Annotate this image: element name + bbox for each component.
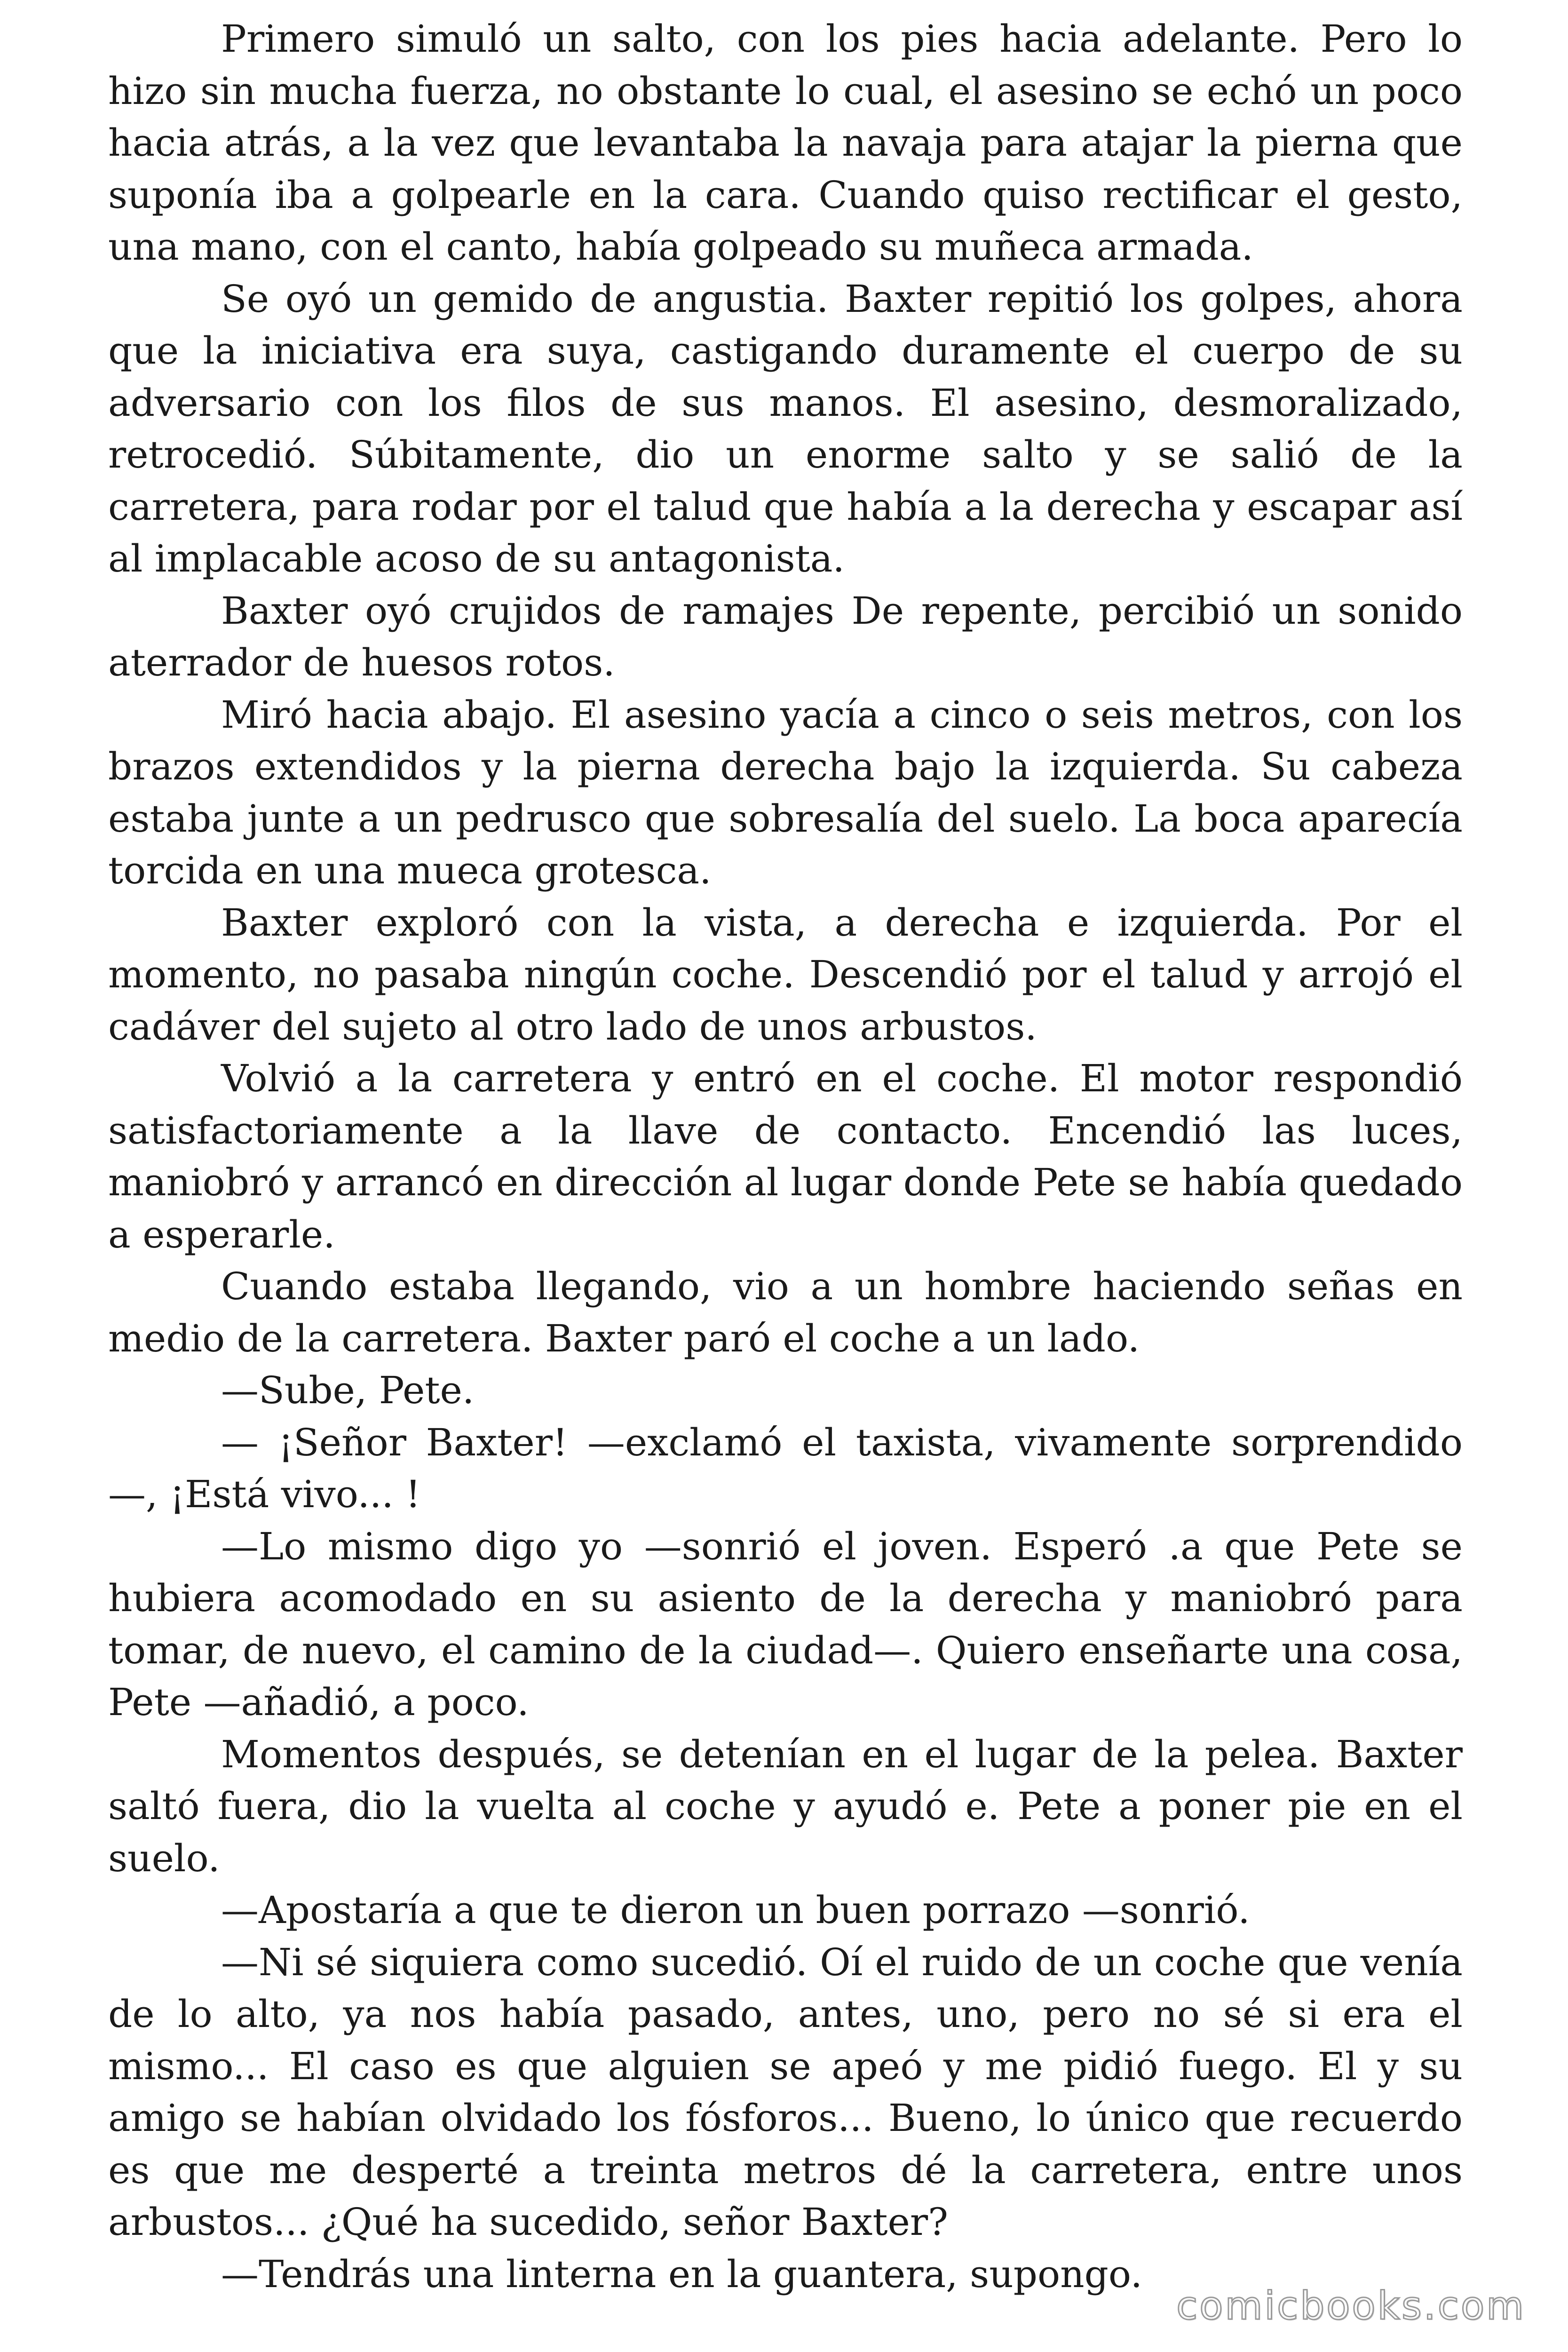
paragraph: —Ni sé siquiera como sucedió. Oí el ruido de un coche que venía de lo alto, ya nos había pasado, antes, uno, pero no sé si era el mismo... El caso es que alguien se apeó y me pidió fuego. El y su amigo se habían olvidado los fósforos... Bueno, lo único que recuerdo es que me desperté a treinta metros dé la carretera, entre unos arbustos... ¿Qué ha sucedido, señor Baxter?	[108, 1940, 1463, 2244]
paragraph: Baxter oyó crujidos de ramajes De repente, percibió un sonido aterrador de huesos rotos.	[108, 588, 1463, 684]
paragraph: Volvió a la carretera y entró en el coche. El motor respondió satisfactoriamente a la llave de contacto. Encendió las luces, maniobró y arrancó en dirección al lugar donde Pete se había quedado a esperarle.	[108, 1057, 1463, 1256]
paragraph: —Apostaría a que te dieron un buen porrazo —sonrió.	[221, 1888, 1250, 1932]
paragraph: Momentos después, se detenían en el lugar de la pelea. Baxter saltó fuera, dio la vuelta al coche y ayudó e. Pete a poner pie en el suelo.	[108, 1732, 1463, 1880]
paragraph: Se oyó un gemido de angustia. Baxter repitió los golpes, ahora que la iniciativa era suya, castigando duramente el cuerpo de su adversario con los filos de sus manos. El asesino, desmoralizado, retrocedió. Súbitamente, dio un enorme salto y se salió de la carretera, para rodar por el talud que había a la derecha y escapar así al implacable acoso de su antagonista.	[108, 277, 1463, 580]
paragraph: —Lo mismo digo yo —sonrió el joven. Esperó .a que Pete se hubiera acomodado en su asiento de la derecha y maniobró para tomar, de nuevo, el camino de la ciudad—. Quiero enseñarte una cosa, Pete —añadió, a poco.	[108, 1524, 1463, 1724]
watermark: comicbooks.com	[1176, 2284, 1526, 2328]
paragraph: —Tendrás una linterna en la guantera, supongo.	[221, 2252, 1143, 2296]
paragraph: Primero simuló un salto, con los pies hacia adelante. Pero lo hizo sin mucha fuerza, no obstante lo cual, el asesino se echó un poco hacia atrás, a la vez que levantaba la navaja para atajar la pierna que suponía iba a golpearle en la cara. Cuando quiso rectificar el gesto, una mano, con el canto, había golpeado su muñeca armada.	[108, 17, 1463, 269]
paragraph: Cuando estaba llegando, vio a un hombre haciendo señas en medio de la carretera. Baxter paró el coche a un lado.	[108, 1264, 1463, 1360]
paragraph: — ¡Señor Baxter! —exclamó el taxista, vivamente sorprendido —, ¡Está vivo... !	[108, 1420, 1463, 1516]
paragraph: Miró hacia abajo. El asesino yacía a cinco o seis metros, con los brazos extendidos y la pierna derecha bajo la izquierda. Su cabeza estaba junte a un pedrusco que sobresalía del suelo. La boca aparecía torcida en una mueca grotesca.	[108, 692, 1463, 892]
paragraph: —Sube, Pete.	[221, 1368, 475, 1412]
paragraph: Baxter exploró con la vista, a derecha e izquierda. Por el momento, no pasaba ningún coche. Descendió por el talud y arrojó el cadáver del sujeto al otro lado de unos arbustos.	[108, 900, 1463, 1049]
book-page-text	[108, 13, 1463, 2300]
